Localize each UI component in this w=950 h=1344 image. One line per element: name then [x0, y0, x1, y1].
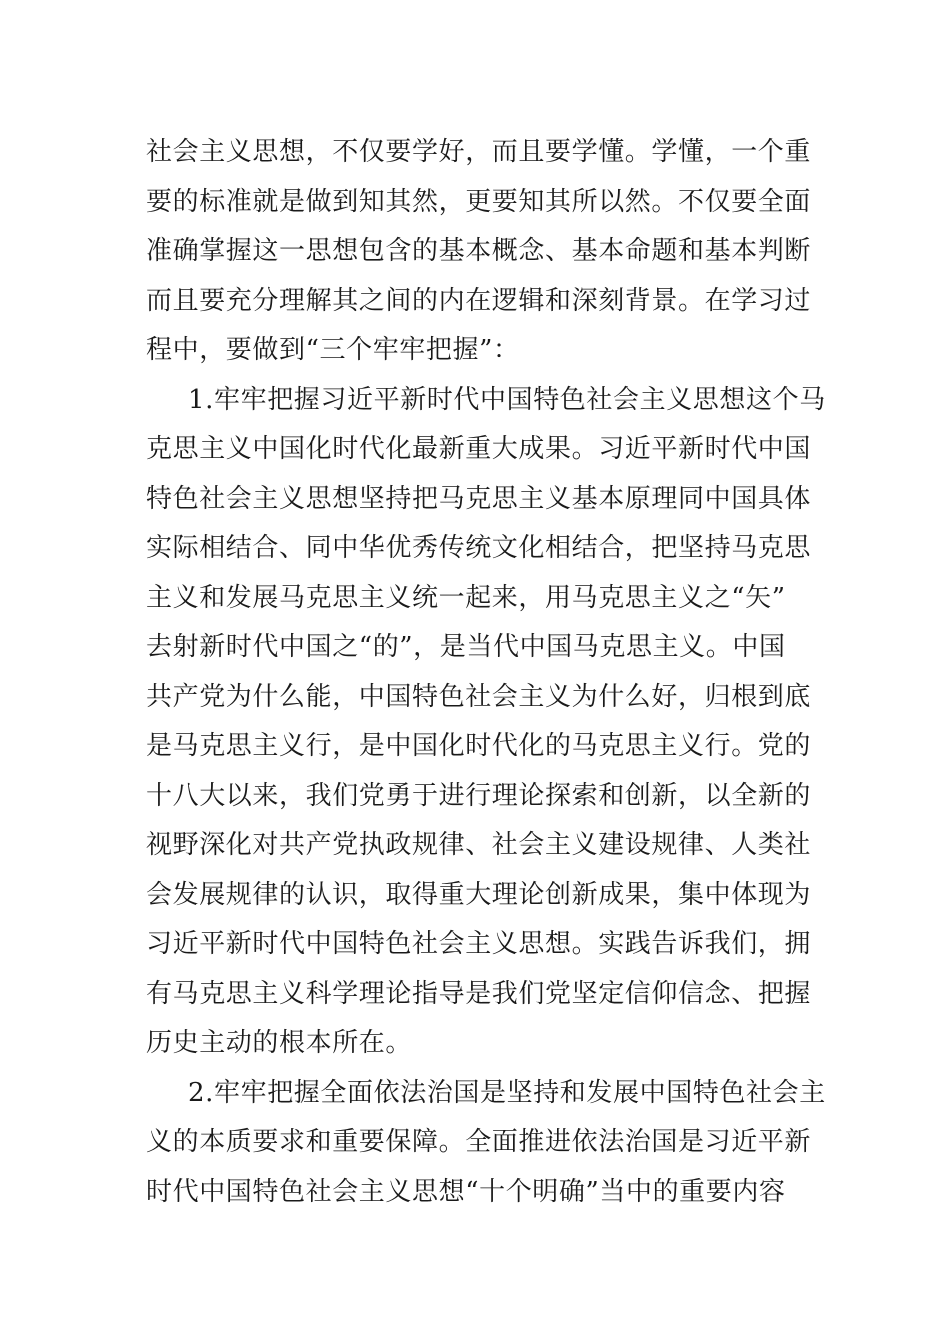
text-line: 义的本质要求和重要保障。全面推进依法治国是习近平新: [146, 1127, 812, 1157]
paragraph-1-first-line: 1.牢牢把握习近平新时代中国特色社会主义思想这个马: [188, 384, 826, 415]
text-line: 程中，要做到“三个牢牢把握”：: [146, 335, 520, 365]
text-line: 去射新时代中国之“的”，是当代中国马克思主义。中国: [146, 632, 786, 662]
text-line: 共产党为什么能，中国特色社会主义为什么好，归根到底: [146, 681, 812, 712]
text-line: 实际相结合、同中华优秀传统文化相结合，把坚持马克思: [146, 533, 812, 563]
text-line: 会发展规律的认识，取得重大理论创新成果，集中体现为: [146, 879, 812, 910]
text-line: 社会主义思想，不仅要学好，而且要学懂。学懂，一个重: [146, 137, 812, 167]
text-line: 主义和发展马克思主义统一起来，用马克思主义之“矢”: [146, 582, 786, 613]
text-line: 历史主动的根本所在。: [146, 1028, 413, 1058]
text-line: 是马克思主义行，是中国化时代化的马克思主义行。党的: [146, 731, 812, 761]
text-line: 而且要充分理解其之间的内在逻辑和深刻背景。在学习过: [146, 285, 812, 316]
text-line: 克思主义中国化时代化最新重大成果。习近平新时代中国: [146, 434, 812, 464]
text-line: 视野深化对共产党执政规律、社会主义建设规律、人类社: [146, 830, 812, 860]
text-line: 有马克思主义科学理论指导是我们党坚定信仰信念、把握: [146, 978, 812, 1009]
text-line: 特色社会主义思想坚持把马克思主义基本原理同中国具体: [146, 483, 812, 514]
paragraph-2-first-line: 2.牢牢把握全面依法治国是坚持和发展中国特色社会主: [188, 1077, 826, 1108]
text-line: 十八大以来，我们党勇于进行理论探索和创新，以全新的: [146, 780, 812, 811]
text-line: 要的标准就是做到知其然，更要知其所以然。不仅要全面: [146, 186, 812, 217]
text-line: 习近平新时代中国特色社会主义思想。实践告诉我们，拥: [146, 929, 812, 959]
body-text: [146, 128, 826, 1217]
text-line: 准确掌握这一思想包含的基本概念、基本命题和基本判断: [146, 236, 812, 266]
text-line: 时代中国特色社会主义思想“十个明确”当中的重要内容: [146, 1176, 786, 1207]
